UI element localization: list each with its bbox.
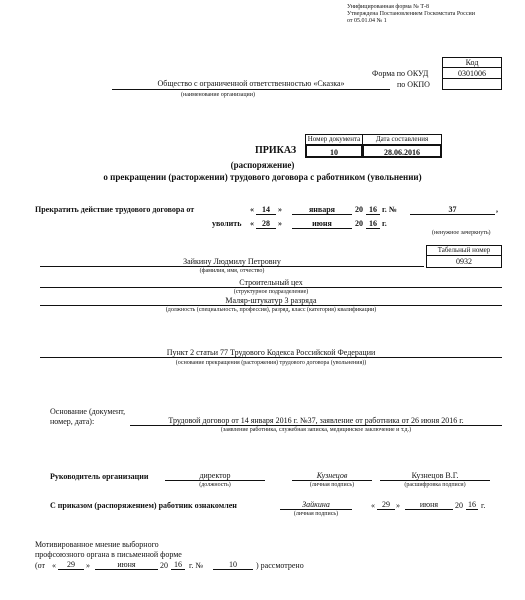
head-signature-caption: (личная подпись) — [309, 482, 355, 488]
employee-position: Маляр-штукатур 3 разряда — [40, 296, 502, 306]
employee-department: Строительный цех — [40, 278, 502, 288]
organization-caption: (наименование организации) — [181, 92, 255, 98]
form-line-1: Унифицированная форма № Т-8 — [347, 4, 430, 10]
basis-label-1: Основание (документ, — [50, 407, 126, 416]
union-line-2: профсоюзного органа в письменной форме — [35, 550, 182, 559]
acknowledge-label: С приказом (распоряжением) работник ознакомлен — [50, 501, 237, 510]
head-position-caption: (должность) — [199, 482, 231, 488]
organization-name: Общество с ограниченной ответственностью «Сказка» — [112, 79, 390, 90]
form-line-3: от 05.01.04 № 1 — [347, 18, 387, 24]
head-name: Кузнецов В.Г. — [380, 471, 490, 481]
dismissal-grounds-caption: (основание прекращения (расторжения) трудового договора (увольнения)) — [175, 360, 367, 366]
cross-out-note: (ненужное зачеркнуть) — [432, 230, 491, 236]
employee-name: Зайкину Людмилу Петровну — [40, 257, 424, 267]
basis-caption: (заявление работника, служебная записка, медицинское заключение и т.д.) — [220, 427, 412, 433]
contract-comma: , — [496, 205, 498, 214]
contract-year-prefix: 20 — [355, 205, 363, 214]
acknowledge-day: 29 — [377, 500, 395, 510]
contract-year-suffix: 16 — [366, 205, 380, 215]
contract-month: января — [292, 205, 352, 215]
contract-quote-open: « — [250, 205, 254, 214]
union-month: июня — [95, 560, 158, 570]
basis-text: Трудовой договор от 14 января 2016 г. №37, заявление от работника от 26 июня 2016 г. — [130, 416, 502, 426]
acknowledge-signature-caption: (личная подпись) — [293, 511, 339, 517]
head-position: директор — [165, 471, 265, 481]
union-number: 10 — [213, 560, 253, 570]
dismiss-year-unit: г. — [382, 219, 387, 228]
dismiss-quote-close: » — [278, 219, 282, 228]
tab-number-header: Табельный номер — [426, 245, 502, 256]
doc-number-value: 10 — [305, 144, 363, 158]
acknowledge-month: июня — [405, 500, 453, 510]
dismiss-month: июня — [292, 219, 352, 229]
dismiss-year-prefix: 20 — [355, 219, 363, 228]
union-day: 29 — [58, 560, 84, 570]
code-header: Код — [442, 57, 502, 68]
form-line-2: Утверждена Постановлением Госкомстата России — [347, 11, 475, 17]
okud-label: Форма по ОКУД — [372, 69, 429, 78]
acknowledge-year-unit: г. — [481, 501, 486, 510]
employee-position-caption: (должность (специальность, профессия), разряд, класс (категория) квалификации) — [165, 307, 377, 313]
contract-number: 37 — [410, 205, 495, 215]
order-title: ПРИКАЗ — [255, 145, 297, 156]
acknowledge-signature: Зайкина — [280, 500, 352, 510]
okud-value: 0301006 — [442, 67, 502, 79]
order-subtitle: (распоряжение) — [230, 160, 295, 170]
union-line-1: Мотивированное мнение выборного — [35, 540, 159, 549]
form-info — [347, 4, 522, 25]
union-quote-close: » — [86, 561, 90, 570]
head-signature: Кузнецов — [292, 471, 372, 481]
head-label: Руководитель организации — [50, 472, 149, 481]
head-name-caption: (расшифровка подписи) — [404, 482, 466, 488]
contract-quote-close: » — [278, 205, 282, 214]
dismiss-quote-open: « — [250, 219, 254, 228]
order-description: о прекращении (расторжении) трудового договора с работником (увольнении) — [103, 172, 422, 182]
doc-number-header: Номер документа — [305, 134, 363, 145]
dismiss-year-suffix: 16 — [366, 219, 380, 229]
dismiss-label: уволить — [212, 219, 242, 228]
dismiss-day: 28 — [256, 219, 276, 229]
union-number-label: г. № — [189, 561, 204, 570]
okpo-value — [442, 78, 502, 90]
contract-prefix: Прекратить действие трудового договора от — [35, 205, 195, 214]
dismissal-grounds: Пункт 2 статьи 77 Трудового Кодекса Российской Федерации — [40, 348, 502, 358]
okpo-label: по ОКПО — [397, 80, 430, 89]
union-year-prefix: 20 — [160, 561, 168, 570]
doc-date-value: 28.06.2016 — [362, 144, 442, 158]
acknowledge-quote-close: » — [396, 501, 400, 510]
employee-department-caption: (структурное подразделение) — [233, 289, 309, 295]
tab-number-value: 0932 — [426, 255, 502, 268]
basis-label-2: номер, дата): — [50, 417, 95, 426]
union-quote-open: « — [52, 561, 56, 570]
acknowledge-quote-open: « — [371, 501, 375, 510]
employee-name-caption: (фамилия, имя, отчество) — [199, 268, 265, 274]
contract-day: 14 — [256, 205, 276, 215]
acknowledge-year-prefix: 20 — [455, 501, 463, 510]
union-suffix: ) рассмотрено — [256, 561, 304, 570]
acknowledge-year-suffix: 16 — [468, 500, 476, 509]
doc-date-header: Дата составления — [362, 134, 442, 145]
union-year-suffix: 16 — [171, 560, 185, 570]
union-from: (от — [35, 561, 46, 570]
contract-year-unit: г. № — [382, 205, 397, 214]
